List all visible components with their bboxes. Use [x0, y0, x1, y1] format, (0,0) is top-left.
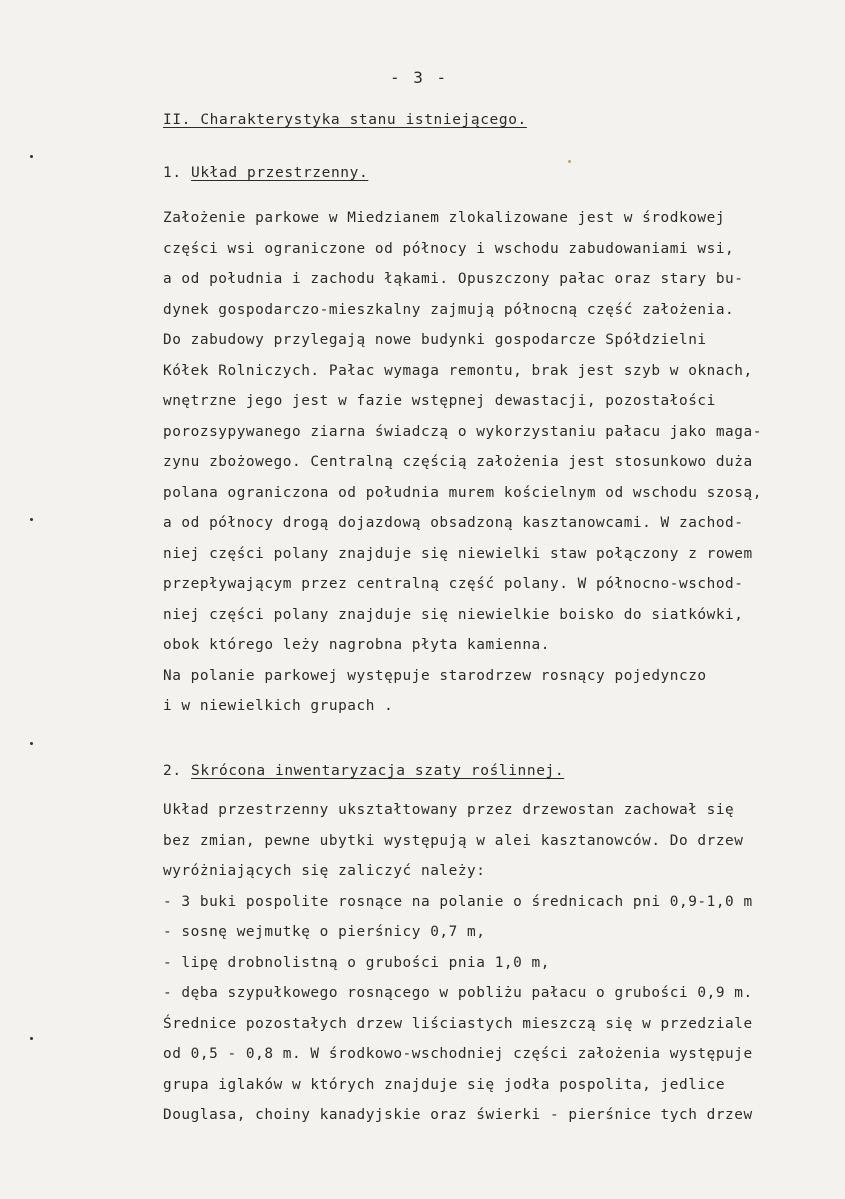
text-line: Kółek Rolniczych. Pałac wymaga remontu, brak jest szyb w oknach, — [163, 362, 753, 379]
text-line: niej części polany znajduje się niewielki staw połączony z rowem — [163, 545, 753, 562]
paragraph-2 — [163, 795, 833, 1131]
text-line: przepływającym przez centralną część polany. W północno-wschod- — [163, 576, 744, 592]
subsection-1-heading — [163, 165, 368, 181]
subsection-2-title: Skrócona inwentaryzacja szaty roślinnej. — [191, 763, 565, 779]
margin-mark — [30, 518, 33, 521]
text-line: Na polanie parkowej występuje starodrzew rosnący pojedynczo — [163, 667, 707, 684]
margin-mark — [30, 1037, 33, 1040]
section-heading: II. Charakterystyka stanu istniejącego. — [163, 112, 527, 128]
text-line: Układ przestrzenny ukształtowany przez drzewostan zachował się — [163, 802, 735, 818]
text-line: grupa iglaków w których znajduje się jodła pospolita, jedlice — [163, 1076, 726, 1093]
subsection-1-number: 1. — [163, 165, 182, 181]
text-line: - lipę drobnolistną o grubości pnia 1,0 m, — [163, 954, 550, 971]
text-line: a od północy drogą dojazdową obsadzoną kasztanowcami. W zachod- — [163, 515, 744, 531]
text-line: - dęba szypułkowego rosnącego w pobliżu pałacu o grubości 0,9 m. — [163, 985, 753, 1001]
text-line: porozsypywanego ziarna świadczą o wykorzystaniu pałacu jako maga- — [163, 423, 762, 440]
text-line: obok którego leży nagrobna płyta kamienna. — [163, 637, 550, 653]
text-line: dynek gospodarczo-mieszkalny zajmują północną część założenia. — [163, 301, 735, 318]
paper-speck — [568, 160, 571, 163]
text-line: wyróżniających się zaliczyć należy: — [163, 863, 486, 879]
text-line: Średnice pozostałych drzew liściastych mieszczą się w przedziale — [163, 1015, 753, 1032]
text-line: Douglasa, choiny kanadyjskie oraz świerki - pierśnice tych drzew — [163, 1107, 753, 1123]
subsection-2-number: 2. — [163, 763, 182, 779]
text-line: - sosnę wejmutkę o pierśnicy 0,7 m, — [163, 924, 486, 940]
text-line: zynu zbożowego. Centralną częścią założenia jest stosunkowo duża — [163, 454, 753, 470]
text-line: - 3 buki pospolite rosnące na polanie o średnicach pni 0,9-1,0 m — [163, 893, 753, 910]
text-line: Założenie parkowe w Miedzianem zlokalizowane jest w środkowej — [163, 210, 726, 226]
text-line: od 0,5 - 0,8 m. W środkowo-wschodniej części założenia występuje — [163, 1046, 753, 1062]
text-line: bez zmian, pewne ubytki występują w alei kasztanowców. Do drzew — [163, 832, 744, 849]
subsection-1-title: Układ przestrzenny. — [191, 165, 369, 181]
margin-mark — [30, 155, 33, 158]
text-line: części wsi ograniczone od północy i wschodu zabudowaniami wsi, — [163, 240, 735, 257]
page-number: - 3 - — [390, 68, 449, 87]
margin-mark — [30, 742, 33, 745]
text-line: niej części polany znajduje się niewielkie boisko do siatkówki, — [163, 606, 744, 623]
text-line: wnętrzne jego jest w fazie wstępnej dewastacji, pozostałości — [163, 393, 716, 409]
text-line: Do zabudowy przylegają nowe budynki gospodarcze Spółdzielni — [163, 332, 707, 348]
text-line: polana ograniczona od południa murem kościelnym od wschodu szosą, — [163, 484, 762, 501]
paragraph-1 — [163, 203, 833, 722]
subsection-2-heading — [163, 763, 564, 779]
text-line: a od południa i zachodu łąkami. Opuszczony pałac oraz stary bu- — [163, 271, 744, 287]
text-line: i w niewielkich grupach . — [163, 698, 394, 714]
